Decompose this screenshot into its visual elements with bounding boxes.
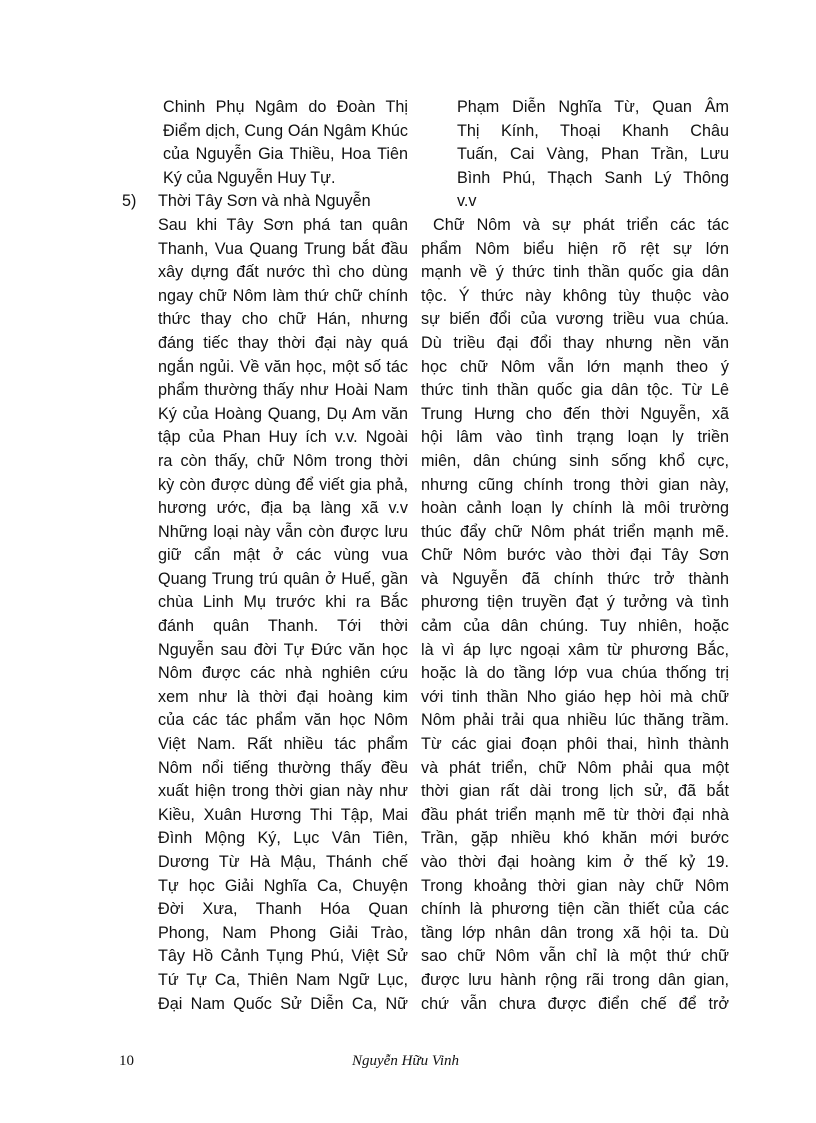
text-line: Trong khoảng thời gian này chữ Nôm <box>421 876 729 895</box>
text-line: Dù triều đại đổi thay nhưng nền văn <box>421 333 729 352</box>
text-line: cảm của dân chúng. Tuy nhiên, hoặc <box>421 617 729 636</box>
text-line: Tứ Tự Ca, Thiên Nam Ngữ Lục, <box>158 970 408 989</box>
text-line: thức tinh thần quốc gia dân tộc. Từ Lê <box>421 381 729 400</box>
text-line: và Nguyễn đã chính thức trở thành <box>421 569 729 588</box>
text-line: tộc. Ý thức này không tùy thuộc vào <box>421 286 729 305</box>
list-item-number: 5) <box>122 192 137 211</box>
text-line: v.v <box>457 192 477 211</box>
text-line: Đời Xưa, Thanh Hóa Quan <box>158 900 408 919</box>
text-line: xuất hiện trong thời gian này như <box>158 782 408 801</box>
text-line: Chữ Nôm bước vào thời đại Tây Sơn <box>421 546 729 565</box>
text-line: được lưu hành rộng rãi trong dân gian, <box>421 970 729 989</box>
text-line: miên, dân chúng sinh sống khổ cực, <box>421 451 729 470</box>
text-line: Phong, Nam Phong Giải Trào, <box>158 923 408 942</box>
text-line: phương tiện truyền đạt ý tưởng và tình <box>421 593 729 612</box>
text-line: ra còn thấy, chữ Nôm trong thời <box>158 451 408 470</box>
text-line: chứ vẫn chưa được điển chế để trở <box>421 994 729 1013</box>
text-line: xem như là thời đại hoàng kim <box>158 687 408 706</box>
text-line: ngay chữ Nôm làm thứ chữ chính <box>158 286 408 305</box>
text-line: là vì áp lực ngoại xâm từ phương Bắc, <box>421 640 729 659</box>
text-line: hương ước, địa bạ làng xã v.v <box>158 499 408 518</box>
text-line: chính là phương tiện cần thiết của các <box>421 900 729 919</box>
text-line: giữ cẩn mật ở các vùng vua <box>158 546 408 565</box>
list-item-title: Thời Tây Sơn và nhà Nguyễn <box>158 192 371 211</box>
list-item-heading <box>122 190 408 214</box>
text-line: thúc đẩy chữ Nôm phát triển mạnh mẽ. <box>421 522 729 541</box>
text-line: tầng lớp nhân dân trong xã hội ta. Dù <box>421 923 729 942</box>
text-line: Dương Từ Hà Mậu, Thánh chế <box>158 853 408 871</box>
text-line: đáng tiếc thay thời đại này quá <box>158 333 408 352</box>
text-line: Nôm phải trải qua nhiều lúc thăng trầm. <box>421 711 729 730</box>
text-line: hoặc là do tầng lớp vua chúa thống trị <box>421 664 729 683</box>
text-line: Trung Hưng cho đến thời Nguyễn, xã <box>421 404 729 423</box>
text-line: nhưng cũng chính trong thời gian này, <box>421 475 729 494</box>
right-column <box>421 96 729 1016</box>
text-line: Đình Mộng Ký, Lục Vân Tiên, <box>158 829 408 848</box>
text-line: Tây Hồ Cảnh Tụng Phú, Việt Sử <box>158 947 408 966</box>
text-line: hội lâm vào tình trạng loạn ly triền <box>421 428 729 447</box>
text-line: của Nguyễn Gia Thiều, Hoa Tiên <box>163 145 408 164</box>
text-line: thời gian rất dài trong lịch sử, đã bắt <box>421 782 729 801</box>
text-line: Sau khi Tây Sơn phá tan quân <box>158 215 408 234</box>
text-line: Ký của Hoàng Quang, Dụ Am văn <box>158 404 408 423</box>
text-line: Thị Kính, Thoại Khanh Châu <box>457 121 729 140</box>
page-number: 10 <box>119 1053 134 1069</box>
text-line: sao chữ Nôm vẫn chỉ là một thứ chữ <box>421 947 729 966</box>
text-line: Điểm dịch, Cung Oán Ngâm Khúc <box>163 121 408 140</box>
text-line: Từ các giai đoạn phôi thai, hình thành <box>421 735 729 754</box>
text-line: đầu phát triển mạnh mẽ từ thời đại nhà <box>421 805 729 824</box>
text-line: Trần, gặp nhiều khó khăn mới bước <box>421 829 729 848</box>
text-line: Kiều, Xuân Hương Thi Tập, Mai <box>158 805 408 824</box>
text-line: mạnh về ý thức tinh thần quốc gia dân <box>421 263 729 282</box>
text-line: vào thời đại hoàng kim ở thế kỷ 19. <box>421 853 729 871</box>
left-column <box>122 96 408 1016</box>
text-line: học chữ Nôm vẫn lớn mạnh theo ý <box>421 357 729 376</box>
text-line: kỳ còn được dùng để viết gia phả, <box>158 475 408 494</box>
text-line: hoàn cảnh loạn ly chính là môi trường <box>421 499 729 518</box>
text-line: chùa Linh Mụ trước khi ra Bắc <box>158 593 408 612</box>
text-line: Những loại này vẫn còn được lưu <box>158 522 408 541</box>
text-line: Bình Phú, Thạch Sanh Lý Thông <box>457 168 729 187</box>
text-line: phẩm Nôm biểu hiện rõ rệt sự lớn <box>421 239 729 258</box>
text-line: với tinh thần Nho giáo hẹp hòi mà chữ <box>421 687 729 706</box>
text-line: tập của Phan Huy ích v.v. Ngoài <box>158 428 408 447</box>
text-line: và phát triển, chữ Nôm phải qua một <box>421 758 729 777</box>
text-line: Thanh, Vua Quang Trung bắt đầu <box>158 239 408 258</box>
text-line: đánh quân Thanh. Tới thời <box>158 617 408 636</box>
text-line: Chinh Phụ Ngâm do Đoàn Thị <box>163 98 408 116</box>
text-line: phẩm thường thấy như Hoài Nam <box>158 381 408 400</box>
text-line: Quang Trung trú quân ở Huế, gần <box>158 569 408 588</box>
text-line: Tuấn, Cai Vàng, Phan Trần, Lưu <box>457 145 729 164</box>
text-line: Nguyễn sau đời Tự Đức văn học <box>158 640 408 659</box>
text-line: Tự học Giải Nghĩa Ca, Chuyện <box>158 876 408 895</box>
text-line: Ký của Nguyễn Huy Tự. <box>163 168 336 187</box>
text-line: sự biến đổi của vương triều vua chúa. <box>421 310 729 329</box>
text-line: xây dựng đất nước thì cho dùng <box>158 263 408 282</box>
text-line: ngắn ngủi. Về văn học, một số tác <box>158 357 408 376</box>
footer-author: Nguyễn Hữu Vinh <box>352 1053 460 1069</box>
paragraph-first-line: Chữ Nôm và sự phát triển các tác <box>433 215 729 234</box>
text-line: Phạm Diễn Nghĩa Từ, Quan Âm <box>457 98 729 116</box>
text-line: của các tác phẩm văn học Nôm <box>158 711 408 730</box>
text-line: thức thay cho chữ Hán, nhưng <box>158 310 408 329</box>
text-line: Đại Nam Quốc Sử Diễn Ca, Nữ <box>158 994 408 1013</box>
text-line: Nôm nổi tiếng thường thấy đều <box>158 758 408 777</box>
text-line: Nôm được các nhà nghiên cứu <box>158 664 408 683</box>
text-line: Việt Nam. Rất nhiều tác phẩm <box>158 735 408 754</box>
